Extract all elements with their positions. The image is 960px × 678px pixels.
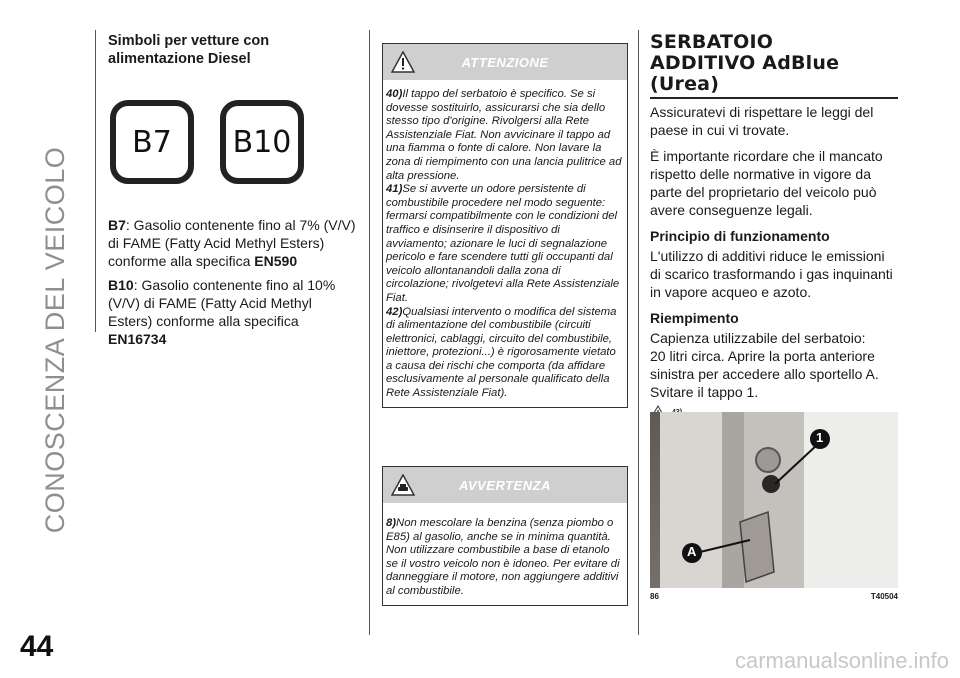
warning-item-text: Il tappo del serbatoio è specifico. Se si dovesse sostituirlo, assicurarsi che sia dello stesso tipo d'origine. Rivolgersi alla Rete Assistenziale Fiat. Non avvicinare il tappo ad una fiamma o fonte di calore. Non lavare la zona di riempimento con una lancia pulitrice ad alta pressione.: [386, 88, 622, 182]
adblue-title-line: SERBATOIO: [650, 31, 774, 53]
b10-code: B10: [108, 277, 134, 293]
diesel-heading: Simboli per vetture con alimentazione Diesel: [108, 33, 270, 67]
principle-heading: Principio di funzionamento: [650, 227, 830, 244]
b7-description: [108, 216, 356, 270]
car-caution-icon: [391, 474, 415, 499]
adblue-intro-1: Assicuratevi di rispettare le leggi del paese in cui vi trovate.: [650, 103, 874, 138]
warning-item-text: Se si avverte un odore persistente di combustibile procedere nel modo seguente: fermarsi compatibilmente con le condizioni del traffico e disinserire il dispositivo di avviamento; azionare le luci di segnalazione pericolo e fare scendere tutti gli occupanti dal veicolo allontanandoli dalla zona di circolazione; rivolgetevi alla Rete Assistenziale Fiat.: [386, 183, 620, 304]
warning-item: [386, 306, 623, 401]
figure-number: 86: [650, 592, 659, 601]
filling-text: [650, 329, 898, 401]
b7-text: : Gasolio contenente fino al 7% (V/V) di FAME (Fatty Acid Methyl Esters) conforme alla specifica: [108, 217, 356, 269]
warning-item-text: Qualsiasi intervento o modifica del sistema di alimentazione del combustibile (circuiti elettronici, cablaggi, circuito del combustibile, iniettore, protezioni...) è rigorosamente vietato a causa dei rischi che comporta (da affidare esclusivamente al personale qualificato della Rete Assistenziale Fiat).: [386, 305, 617, 400]
caution-box: [382, 466, 628, 606]
principle-text: L'utilizzo di additivi riduce le emissioni di scarico trasformando i gas inquinanti in vapore acqueo e azoto.: [650, 247, 893, 300]
adblue-title-line: (Urea): [650, 73, 720, 95]
section-side-title-text: CONOSCENZA DEL VEICOLO: [40, 146, 70, 534]
filling-heading: Riempimento: [650, 309, 739, 326]
caution-item: [386, 517, 623, 599]
fuel-badges: [110, 100, 356, 184]
caution-body: [383, 503, 627, 605]
warning-title: ATTENZIONE: [461, 54, 549, 70]
b10-text: : Gasolio contenente fino al 10% (V/V) di FAME (Fatty Acid Methyl Esters) conforme alla specifica: [108, 277, 336, 329]
column-divider-1: [369, 30, 370, 635]
caution-title: AVVERTENZA: [459, 477, 551, 493]
warning-item-number: 42): [386, 305, 403, 318]
filling-steps: 20 litri circa. Aprire la porta anteriore sinistra per accedere allo sportello A. Svitare il tappo 1.: [650, 347, 879, 400]
badge-b10: B10: [220, 100, 304, 184]
b7-code: B7: [108, 217, 126, 233]
warning-header: [383, 44, 627, 80]
b10-spec: EN16734: [108, 331, 167, 347]
adblue-intro-2: È importante ricordare che il mancato rispetto delle normative in vigore da parte del proprietario del veicolo può avere conseguenze legali.: [650, 147, 883, 218]
warning-body: [383, 80, 627, 407]
page-number: 44: [20, 630, 54, 663]
caution-header: [383, 467, 627, 503]
callout-1-label: 1: [816, 430, 824, 445]
column-divider-2: [638, 30, 639, 635]
warning-item-number: 40): [386, 88, 403, 100]
caution-item-number: 8): [386, 517, 397, 529]
filling-capacity: Capienza utilizzabile del serbatoio:: [650, 329, 866, 346]
adblue-section: [650, 32, 898, 441]
caution-item-text: Non mescolare la benzina (senza piombo o E85) al gasolio, anche se in minima quantità. Non utilizzare combustibile a base di etanolo se il vostro veicolo non è idoneo. Per evitare di danneggiare il motore, non aggiungere additivi al combustibile.: [386, 517, 620, 597]
badge-b7: B7: [110, 100, 194, 184]
margin-divider: [95, 30, 96, 332]
warning-item-number: 41): [386, 183, 403, 196]
b10-description: [108, 276, 356, 348]
warning-item: [386, 88, 623, 183]
callout-a-label: A: [687, 544, 697, 559]
adblue-title-line: ADDITIVO AdBlue: [650, 52, 840, 74]
figure-code: T40504: [870, 592, 898, 601]
warning-item: [386, 183, 623, 305]
b7-spec: EN590: [254, 253, 298, 269]
warning-triangle-icon: [391, 51, 415, 76]
adblue-filler-photo: [650, 412, 898, 588]
figure-caption: [650, 592, 898, 601]
warning-box: [382, 43, 628, 408]
diesel-symbols-section: [108, 32, 356, 348]
adblue-title: [650, 32, 898, 95]
title-rule: [650, 97, 898, 99]
watermark: carmanualsonline.info: [735, 648, 950, 673]
